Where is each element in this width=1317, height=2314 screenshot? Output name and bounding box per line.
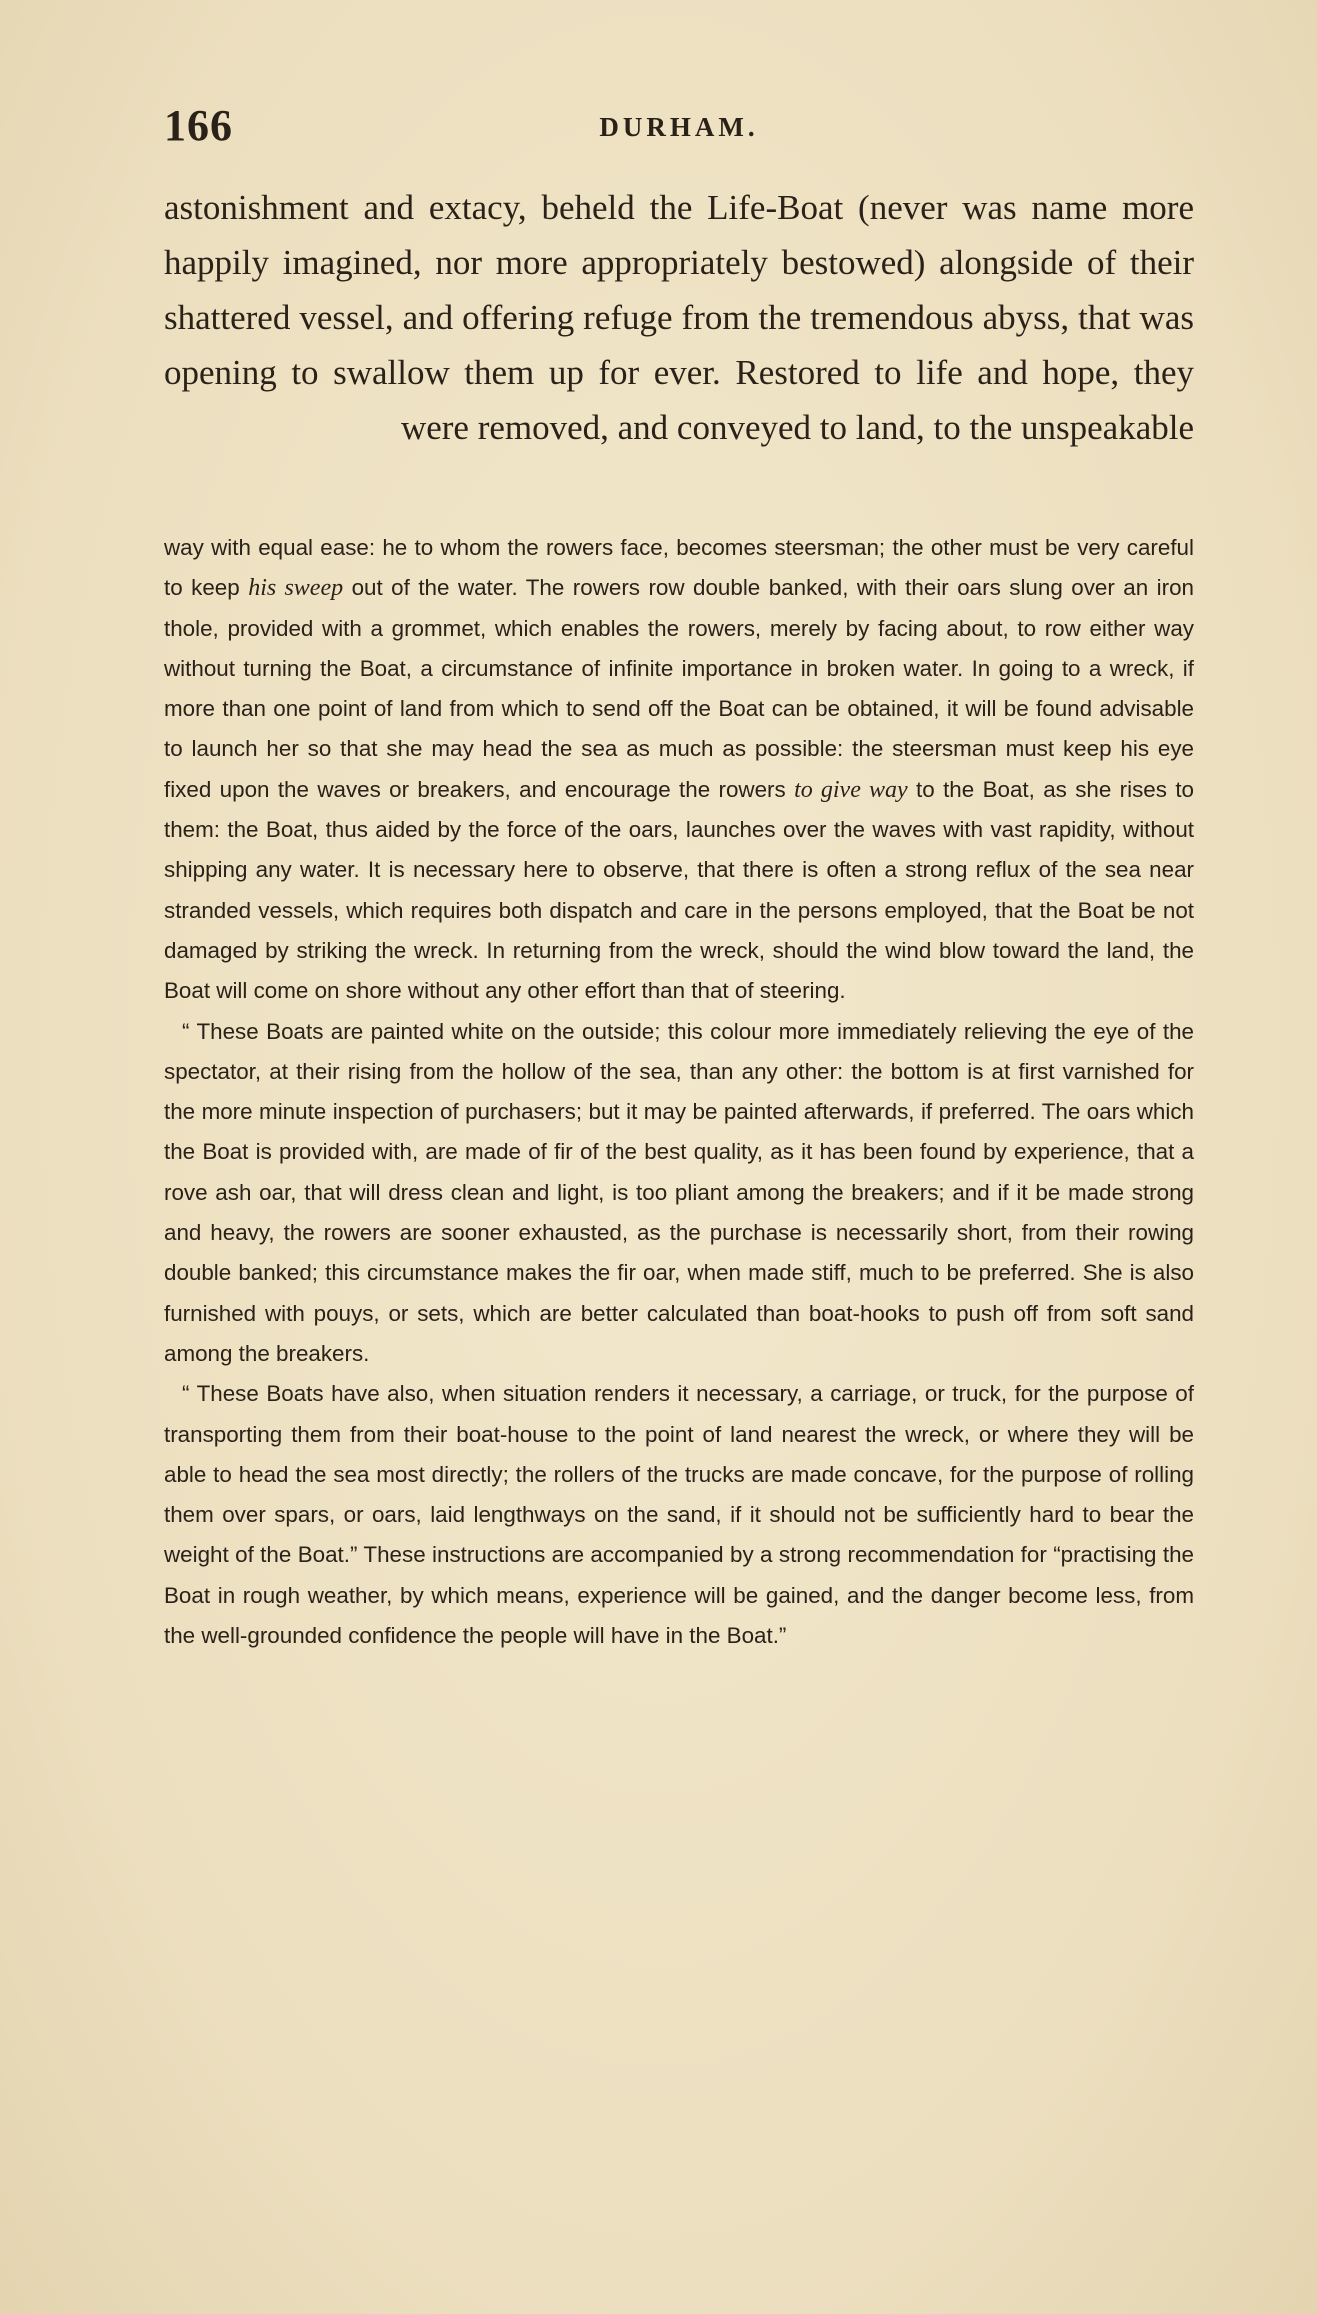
main-text (164, 180, 1194, 455)
page-number: 166 (164, 101, 233, 150)
italic-phrase: his sweep (248, 575, 344, 602)
footnote-block (164, 528, 1194, 1656)
footnote-paragraph-3: “ These Boats have also, when situation renders it necessary, a carriage, or truck, for the purpose of transporting them from their boat-house to the point of land nearest the wreck, or where they will be able to head the sea most directly; the rollers of the trucks are made concave, for the purpose of rolling them over spars, or oars, laid lengthways on the sand, if it should not be sufficiently hard to bear the weight of the Boat.” These instructions are accompanied by a strong recommendation for “practising the Boat in rough weather, by which means, experience will be gained, and the danger become less, from the well-grounded confidence the people will have in the Boat.” (164, 1381, 1194, 1649)
running-head: DURHAM. (599, 112, 759, 142)
footnote-text: out of the water. The rowers row double banked, with their oars slung over an iron thole, provided with a grommet, which enables the rowers, merely by facing about, to row either way without turning the Boat, a circumstance of infinite importance in broken water. In going to a wreck, if more than one point of land from which to send off the Boat can be obtained, it will be found advisable to launch her so that she may head the sea as much as possible: the steersman must keep his eye fixed upon the waves or breakers, and encourage the rowers (164, 575, 1194, 802)
page-header (164, 100, 1194, 160)
footnote-paragraph-2: “ These Boats are painted white on the outside; this colour more immediately relieving the eye of the spectator, at their rising from the hollow of the sea, than any other: the bottom is at first varnished for the more minute inspection of purchasers; but it may be painted afterwards, if preferred. The oars which the Boat is provided with, are made of fir of the best quality, as it has been found by experience, that a rove ash oar, that will dress clean and light, is too pliant among the breakers; and if it be made strong and heavy, the rowers are sooner exhausted, as the purchase is necessarily short, from their rowing double banked; this circumstance makes the fir oar, when made stiff, much to be preferred. She is also furnished with pouys, or sets, which are better calculated than boat-hooks to push off from soft sand among the breakers. (164, 1018, 1194, 1366)
footnote-text: way with equal ease: he to whom the rowers face, becomes steersman; the other must be very careful to keep (164, 535, 1194, 601)
footnote-text: to the Boat, as she rises to them: the Boat, thus aided by the force of the oars, launches over the waves with vast rapidity, without shipping any water. It is necessary here to observe, that there is often a strong reflux of the sea near stranded vessels, which requires both dispatch and care in the persons employed, that the Boat be not damaged by striking the wreck. In returning from the wreck, should the wind blow toward the land, the Boat will come on shore without any other effort than that of steering. (164, 776, 1194, 1004)
main-paragraph: astonishment and extacy, beheld the Life-Boat (never was name more happily imagined, nor more appropriately bestowed) alongside of their shattered vessel, and offering refuge from the tremendous abyss, that was opening to swallow them up for ever. Restored to life and hope, they were removed, and conveyed to land, to the unspeakable (164, 188, 1194, 447)
italic-phrase: to give way (794, 776, 908, 803)
footnote-paragraph-1 (164, 528, 1194, 1012)
